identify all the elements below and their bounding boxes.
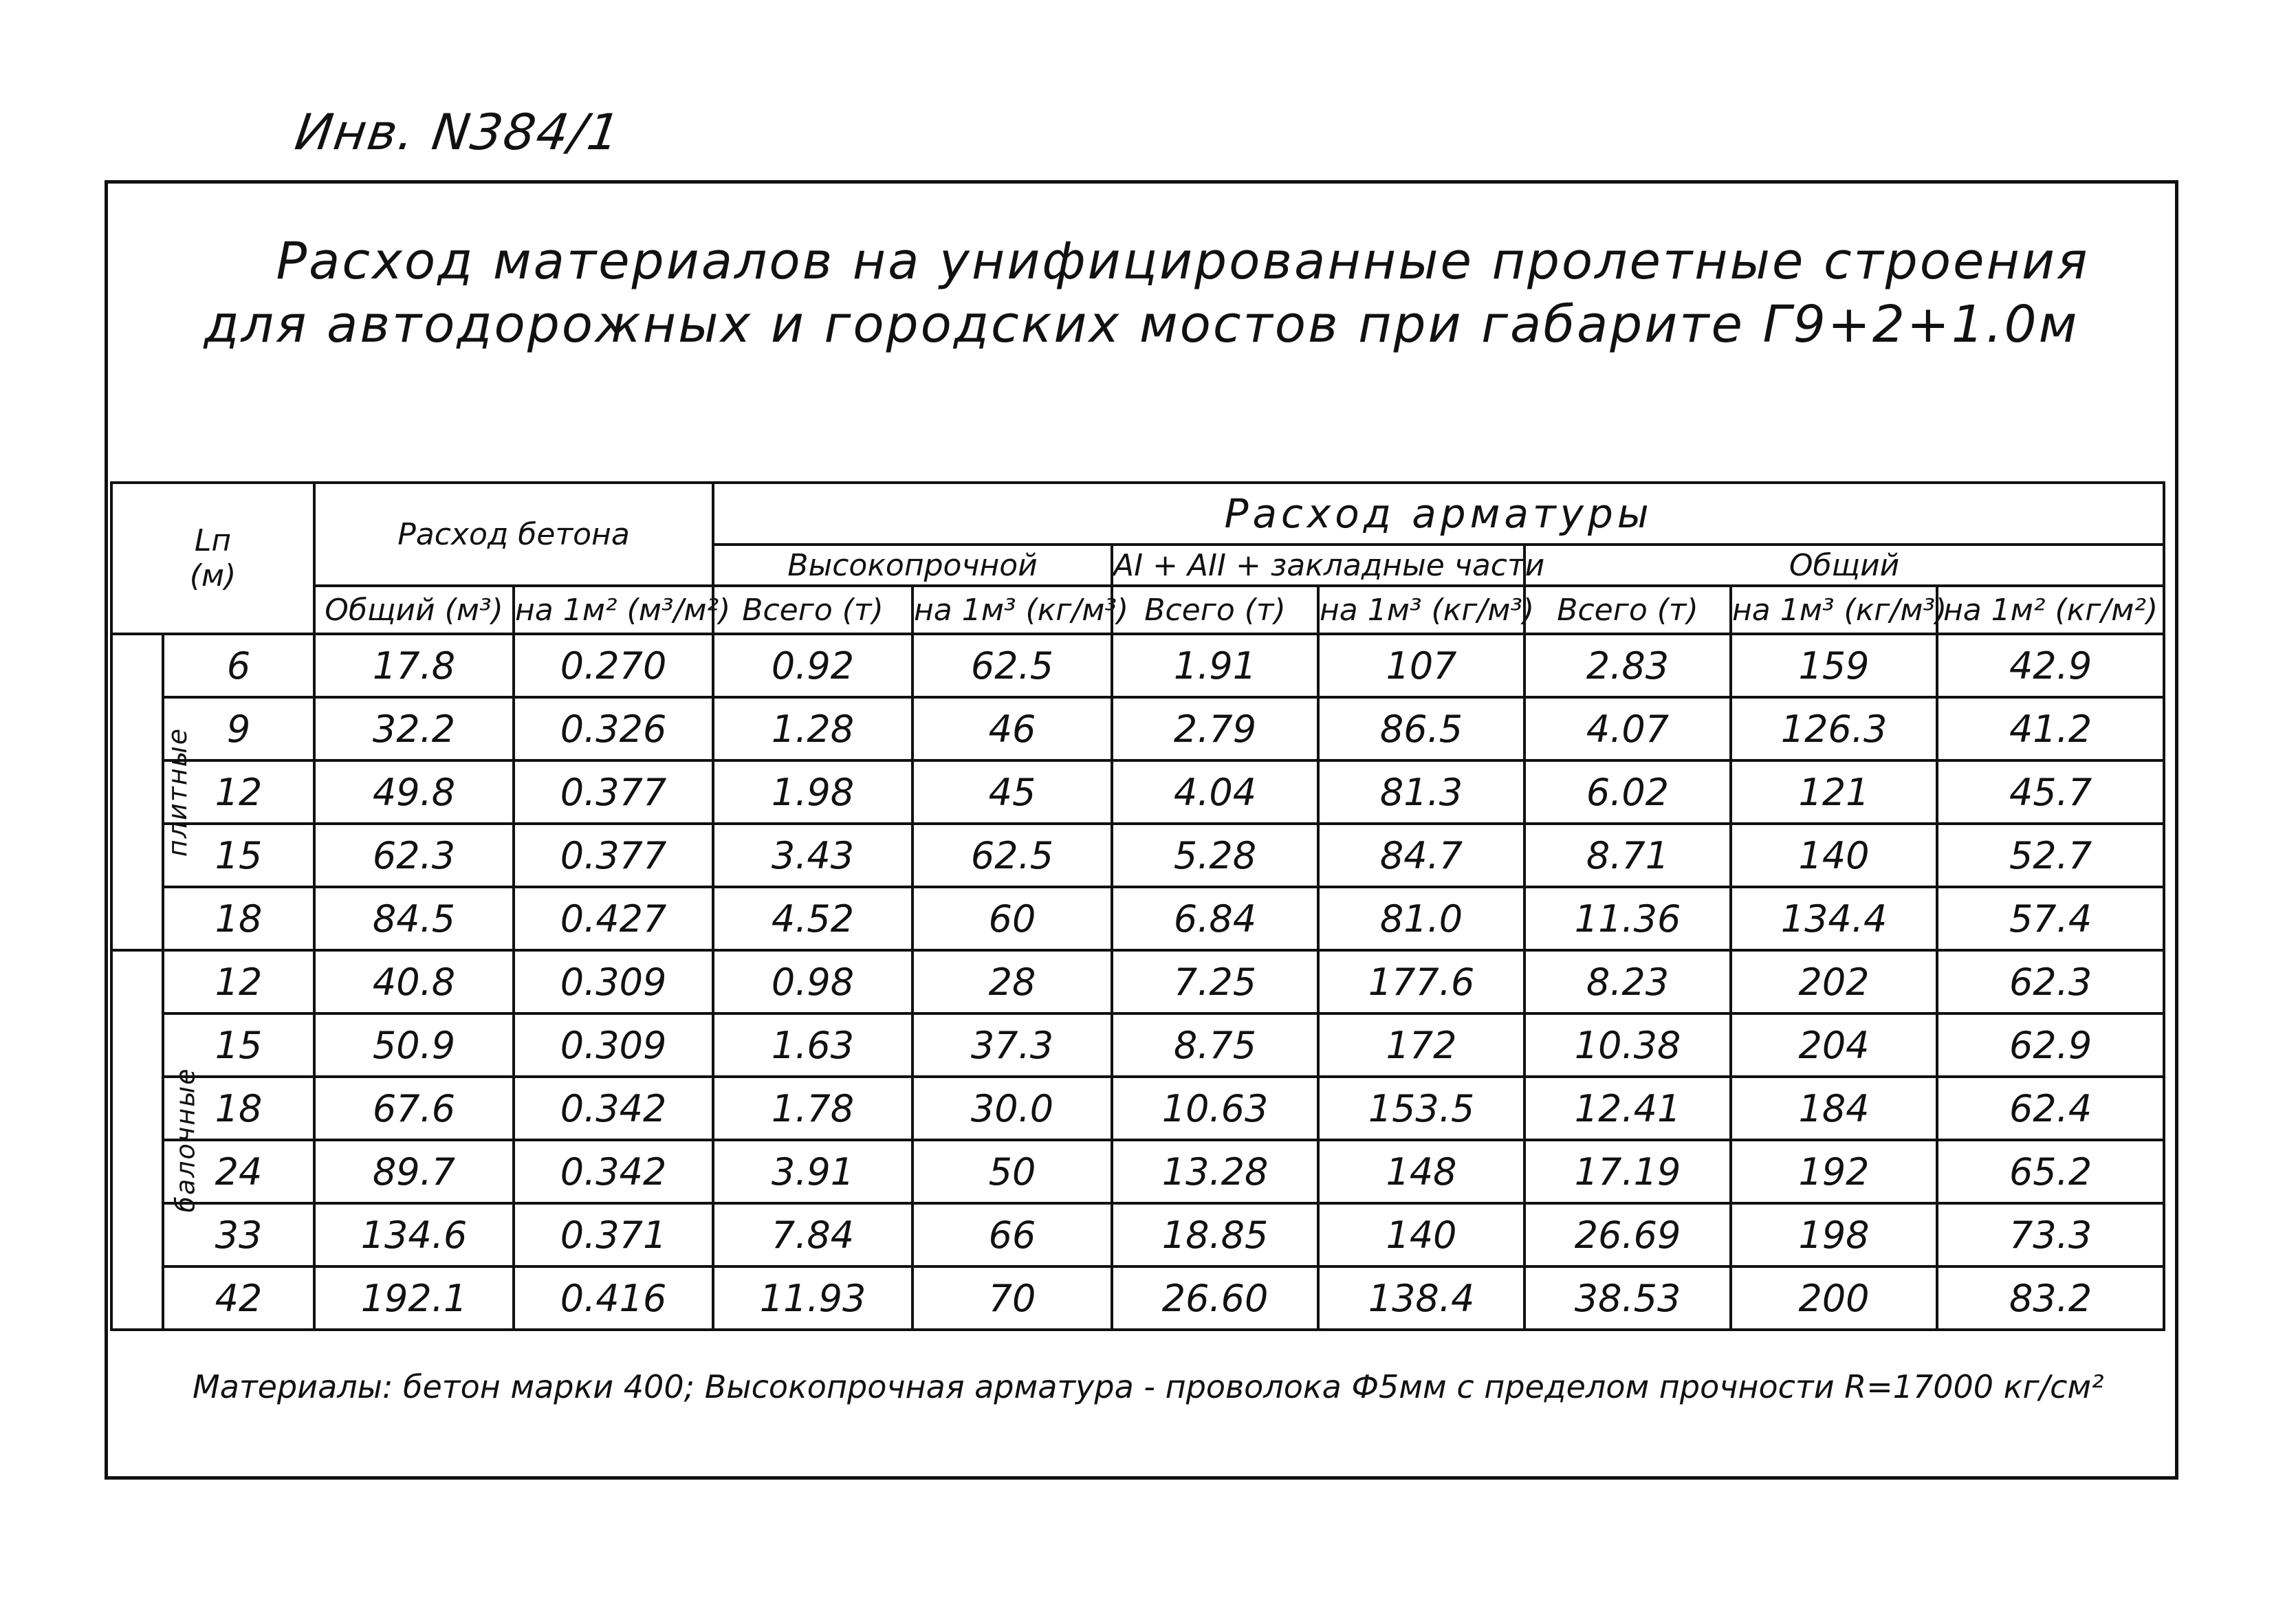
cell-c-total: 32.2 <box>314 697 514 760</box>
cell-c-m2: 0.342 <box>514 1140 713 1203</box>
cell-t-m2: 57.4 <box>1937 887 2164 950</box>
cell-span: 15 <box>163 824 314 887</box>
cell-t-t: 10.38 <box>1524 1013 1731 1077</box>
cell-a-t: 26.60 <box>1112 1266 1318 1330</box>
table-row <box>111 1203 2164 1266</box>
cell-hs-t: 11.93 <box>713 1266 912 1330</box>
cell-hs-m3: 66 <box>912 1203 1112 1266</box>
rebar-header: Расход арматуры <box>713 483 2164 545</box>
cell-t-t: 11.36 <box>1524 887 1731 950</box>
cell-span: 6 <box>163 634 314 697</box>
cell-span: 18 <box>163 887 314 950</box>
cell-a-m3: 86.5 <box>1318 697 1524 760</box>
materials-table <box>110 481 2165 1331</box>
concrete-header: Расход бетона <box>314 483 713 586</box>
cell-c-total: 50.9 <box>314 1013 514 1077</box>
group-label-text: плитные <box>162 727 193 857</box>
cell-t-m3: 200 <box>1731 1266 1937 1330</box>
cell-t-m2: 83.2 <box>1937 1266 2164 1330</box>
cell-hs-t: 4.52 <box>713 887 912 950</box>
cell-hs-m3: 37.3 <box>912 1013 1112 1077</box>
cell-t-m3: 198 <box>1731 1203 1937 1266</box>
cell-c-m2: 0.377 <box>514 760 713 824</box>
cell-a-m3: 148 <box>1318 1140 1524 1203</box>
cell-a-t: 2.79 <box>1112 697 1318 760</box>
cell-a-t: 10.63 <box>1112 1077 1318 1140</box>
group-label-slab <box>111 634 193 950</box>
cell-hs-m3: 46 <box>912 697 1112 760</box>
cell-hs-m3: 50 <box>912 1140 1112 1203</box>
cell-hs-t: 1.78 <box>713 1077 912 1140</box>
table-row <box>111 950 2164 1013</box>
materials-footnote: Материалы: бетон марки 400; Высокопрочная арматура - проволока Ф5мм с пределом прочности R=17000 кг/см² <box>193 1368 2104 1405</box>
cell-t-m3: 184 <box>1731 1077 1937 1140</box>
cell-hs-m3: 62.5 <box>912 634 1112 697</box>
concrete-per-m2-header: на 1м² (м³/м²) <box>514 586 713 634</box>
cell-t-m2: 45.7 <box>1937 760 2164 824</box>
total-rebar-header: Общий <box>1524 545 2164 586</box>
cell-t-t: 2.83 <box>1524 634 1731 697</box>
table-row <box>111 634 2164 697</box>
cell-a-m3: 177.6 <box>1318 950 1524 1013</box>
ai-total-header: Всего (т) <box>1112 586 1318 634</box>
cell-a-m3: 84.7 <box>1318 824 1524 887</box>
table-row <box>111 1013 2164 1077</box>
table-row <box>111 760 2164 824</box>
cell-t-t: 4.07 <box>1524 697 1731 760</box>
concrete-total-header: Общий (м³) <box>314 586 514 634</box>
cell-c-total: 40.8 <box>314 950 514 1013</box>
cell-span: 42 <box>163 1266 314 1330</box>
group-label-beam <box>111 950 201 1330</box>
table-row <box>111 824 2164 887</box>
cell-a-m3: 153.5 <box>1318 1077 1524 1140</box>
cell-c-m2: 0.309 <box>514 950 713 1013</box>
span-header <box>111 483 314 634</box>
cell-a-m3: 81.0 <box>1318 887 1524 950</box>
cell-t-m3: 134.4 <box>1731 887 1937 950</box>
cell-c-m2: 0.309 <box>514 1013 713 1077</box>
cell-a-m3: 172 <box>1318 1013 1524 1077</box>
inventory-number: Инв. N384/1 <box>292 103 625 161</box>
cell-c-m2: 0.371 <box>514 1203 713 1266</box>
cell-t-m2: 65.2 <box>1937 1140 2164 1203</box>
cell-t-m3: 140 <box>1731 824 1937 887</box>
cell-a-t: 1.91 <box>1112 634 1318 697</box>
cell-t-m3: 202 <box>1731 950 1937 1013</box>
cell-a-m3: 138.4 <box>1318 1266 1524 1330</box>
cell-a-t: 5.28 <box>1112 824 1318 887</box>
cell-t-t: 8.23 <box>1524 950 1731 1013</box>
high-strength-header: Высокопрочной <box>713 545 1112 586</box>
cell-t-t: 26.69 <box>1524 1203 1731 1266</box>
cell-c-m2: 0.270 <box>514 634 713 697</box>
cell-c-total: 192.1 <box>314 1266 514 1330</box>
cell-span: 18 <box>163 1077 314 1140</box>
cell-span: 9 <box>163 697 314 760</box>
cell-hs-t: 3.43 <box>713 824 912 887</box>
document-title-line-2: для автодорожных и городских мостов при габарите Г9+2+1.0м <box>204 295 2079 354</box>
cell-t-m2: 62.4 <box>1937 1077 2164 1140</box>
hs-per-m3-header: на 1м³ (кг/м³) <box>912 586 1112 634</box>
cell-hs-t: 1.98 <box>713 760 912 824</box>
span-unit: (м) <box>189 558 237 593</box>
cell-hs-m3: 60 <box>912 887 1112 950</box>
cell-a-t: 13.28 <box>1112 1140 1318 1203</box>
cell-a-t: 7.25 <box>1112 950 1318 1013</box>
cell-hs-t: 0.92 <box>713 634 912 697</box>
table-row <box>111 697 2164 760</box>
table-row <box>111 1077 2164 1140</box>
cell-a-t: 4.04 <box>1112 760 1318 824</box>
cell-c-m2: 0.416 <box>514 1266 713 1330</box>
cell-t-t: 38.53 <box>1524 1266 1731 1330</box>
span-label: Lп <box>194 523 232 558</box>
cell-c-total: 67.6 <box>314 1077 514 1140</box>
cell-c-total: 134.6 <box>314 1203 514 1266</box>
cell-a-t: 18.85 <box>1112 1203 1318 1266</box>
cell-t-m2: 41.2 <box>1937 697 2164 760</box>
cell-t-m3: 204 <box>1731 1013 1937 1077</box>
cell-span: 12 <box>163 760 314 824</box>
cell-t-m2: 52.7 <box>1937 824 2164 887</box>
cell-c-m2: 0.342 <box>514 1077 713 1140</box>
cell-t-m2: 42.9 <box>1937 634 2164 697</box>
total-per-m3-header: на 1м³ (кг/м³) <box>1731 586 1937 634</box>
table-row <box>111 1140 2164 1203</box>
total-t-header: Всего (т) <box>1524 586 1731 634</box>
cell-hs-m3: 62.5 <box>912 824 1112 887</box>
table-row <box>111 1266 2164 1330</box>
cell-c-m2: 0.326 <box>514 697 713 760</box>
document-title-line-1: Расход материалов на унифицированные пролетные строения <box>276 232 2090 291</box>
cell-t-t: 8.71 <box>1524 824 1731 887</box>
cell-c-m2: 0.377 <box>514 824 713 887</box>
table-row <box>111 887 2164 950</box>
cell-c-total: 17.8 <box>314 634 514 697</box>
cell-a-t: 6.84 <box>1112 887 1318 950</box>
cell-a-m3: 107 <box>1318 634 1524 697</box>
cell-hs-t: 0.98 <box>713 950 912 1013</box>
total-per-m2-header: на 1м² (кг/м²) <box>1937 586 2164 634</box>
cell-span: 33 <box>163 1203 314 1266</box>
hs-total-header: Всего (т) <box>713 586 912 634</box>
cell-c-total: 62.3 <box>314 824 514 887</box>
cell-a-m3: 140 <box>1318 1203 1524 1266</box>
cell-t-t: 12.41 <box>1524 1077 1731 1140</box>
group-label-text: балочные <box>170 1067 201 1213</box>
cell-hs-m3: 45 <box>912 760 1112 824</box>
cell-c-total: 89.7 <box>314 1140 514 1203</box>
cell-t-m3: 159 <box>1731 634 1937 697</box>
cell-a-t: 8.75 <box>1112 1013 1318 1077</box>
cell-t-m2: 62.9 <box>1937 1013 2164 1077</box>
cell-hs-t: 1.28 <box>713 697 912 760</box>
cell-t-m3: 126.3 <box>1731 697 1937 760</box>
cell-hs-t: 1.63 <box>713 1013 912 1077</box>
cell-hs-t: 7.84 <box>713 1203 912 1266</box>
cell-t-m3: 121 <box>1731 760 1937 824</box>
cell-t-m2: 62.3 <box>1937 950 2164 1013</box>
cell-hs-t: 3.91 <box>713 1140 912 1203</box>
cell-span: 24 <box>163 1140 314 1203</box>
cell-c-total: 84.5 <box>314 887 514 950</box>
cell-hs-m3: 28 <box>912 950 1112 1013</box>
cell-span: 15 <box>163 1013 314 1077</box>
cell-t-t: 17.19 <box>1524 1140 1731 1203</box>
cell-c-total: 49.8 <box>314 760 514 824</box>
cell-t-m2: 73.3 <box>1937 1203 2164 1266</box>
cell-t-m3: 192 <box>1731 1140 1937 1203</box>
cell-hs-m3: 30.0 <box>912 1077 1112 1140</box>
cell-c-m2: 0.427 <box>514 887 713 950</box>
cell-t-t: 6.02 <box>1524 760 1731 824</box>
cell-a-m3: 81.3 <box>1318 760 1524 824</box>
cell-span: 12 <box>163 950 314 1013</box>
ai-aii-header: АI + АII + закладные части <box>1112 545 1524 586</box>
ai-per-m3-header: на 1м³ (кг/м³) <box>1318 586 1524 634</box>
cell-hs-m3: 70 <box>912 1266 1112 1330</box>
